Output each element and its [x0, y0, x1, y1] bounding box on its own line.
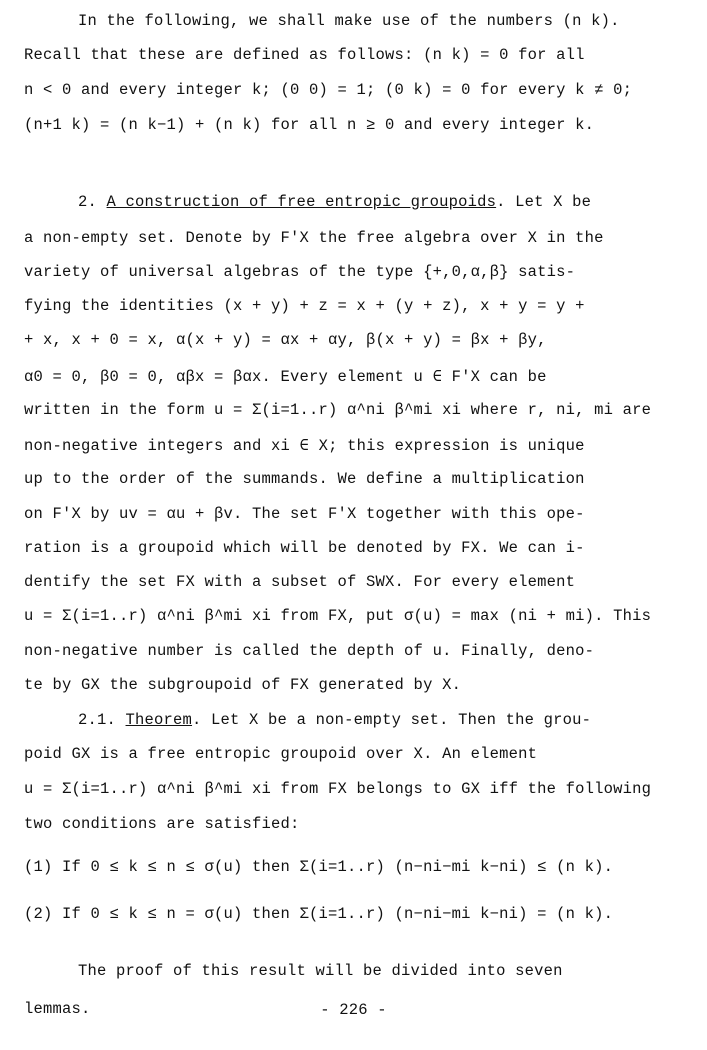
page-number: - 226 - — [320, 1001, 387, 1019]
text-line: Recall that these are defined as follows: (n k) = 0 for all — [24, 46, 585, 64]
theorem-number: 2.1. — [78, 711, 117, 729]
theorem-label: Theorem — [125, 711, 193, 729]
theorem-heading-line — [78, 711, 683, 729]
text-line: u = Σ(i=1..r) α^ni β^mi xi from FX, put σ(u) = max (ni + mi). This — [24, 607, 652, 625]
text-line: n < 0 and every integer k; (0 0) = 1; (0 k) = 0 for every k ≠ 0; — [24, 81, 633, 99]
text-line: u = Σ(i=1..r) α^ni β^mi xi from FX belongs to GX iff the following — [24, 780, 652, 798]
text-line: lemmas. — [24, 1000, 91, 1018]
text-line: poid GX is a free entropic groupoid over X. An element — [24, 745, 538, 763]
section-heading-line — [78, 193, 683, 211]
text-line: written in the form u = Σ(i=1..r) α^ni β^mi xi where r, ni, mi are — [24, 401, 652, 419]
text-line: a non-empty set. Denote by F'X the free algebra over X in the — [24, 229, 604, 247]
section-heading-rest: . Let X be — [496, 193, 592, 211]
text-line: variety of universal algebras of the type {+,0,α,β} satis- — [24, 263, 576, 281]
text-line: on F'X by uv = αu + βv. The set F'X together with this ope- — [24, 505, 585, 523]
text-line: non-negative number is called the depth of u. Finally, deno- — [24, 642, 595, 660]
text-line: The proof of this result will be divided into seven — [78, 962, 563, 980]
text-line: up to the order of the summands. We define a multiplication — [24, 470, 585, 488]
text-line: + x, x + 0 = x, α(x + y) = αx + αy, β(x + y) = βx + βy, — [24, 331, 547, 349]
text-line: fying the identities (x + y) + z = x + (y + z), x + y = y + — [24, 297, 585, 315]
text-line: (n+1 k) = (n k−1) + (n k) for all n ≥ 0 and every integer k. — [24, 116, 595, 134]
text-line: two conditions are satisfied: — [24, 815, 300, 833]
text-line: te by GX the subgroupoid of FX generated by X. — [24, 676, 462, 694]
text-line: α0 = 0, β0 = 0, αβx = βαx. Every element u ∈ F'X can be — [24, 368, 547, 386]
condition-1: (1) If 0 ≤ k ≤ n ≤ σ(u) then Σ(i=1..r) (n−ni−mi k−ni) ≤ (n k). — [24, 858, 614, 876]
condition-2: (2) If 0 ≤ k ≤ n = σ(u) then Σ(i=1..r) (n−ni−mi k−ni) = (n k). — [24, 905, 614, 923]
section-title: A construction of free entropic groupoids — [106, 193, 497, 211]
text-line: In the following, we shall make use of the numbers (n k). — [78, 12, 620, 30]
theorem-heading-rest: . Let X be a non-empty set. Then the grou- — [192, 711, 592, 729]
section-number: 2. — [78, 193, 98, 211]
text-line: ration is a groupoid which will be denoted by FX. We can i- — [24, 539, 585, 557]
text-line: non-negative integers and xi ∈ X; this expression is unique — [24, 437, 585, 455]
text-line: dentify the set FX with a subset of SWX. For every element — [24, 573, 576, 591]
